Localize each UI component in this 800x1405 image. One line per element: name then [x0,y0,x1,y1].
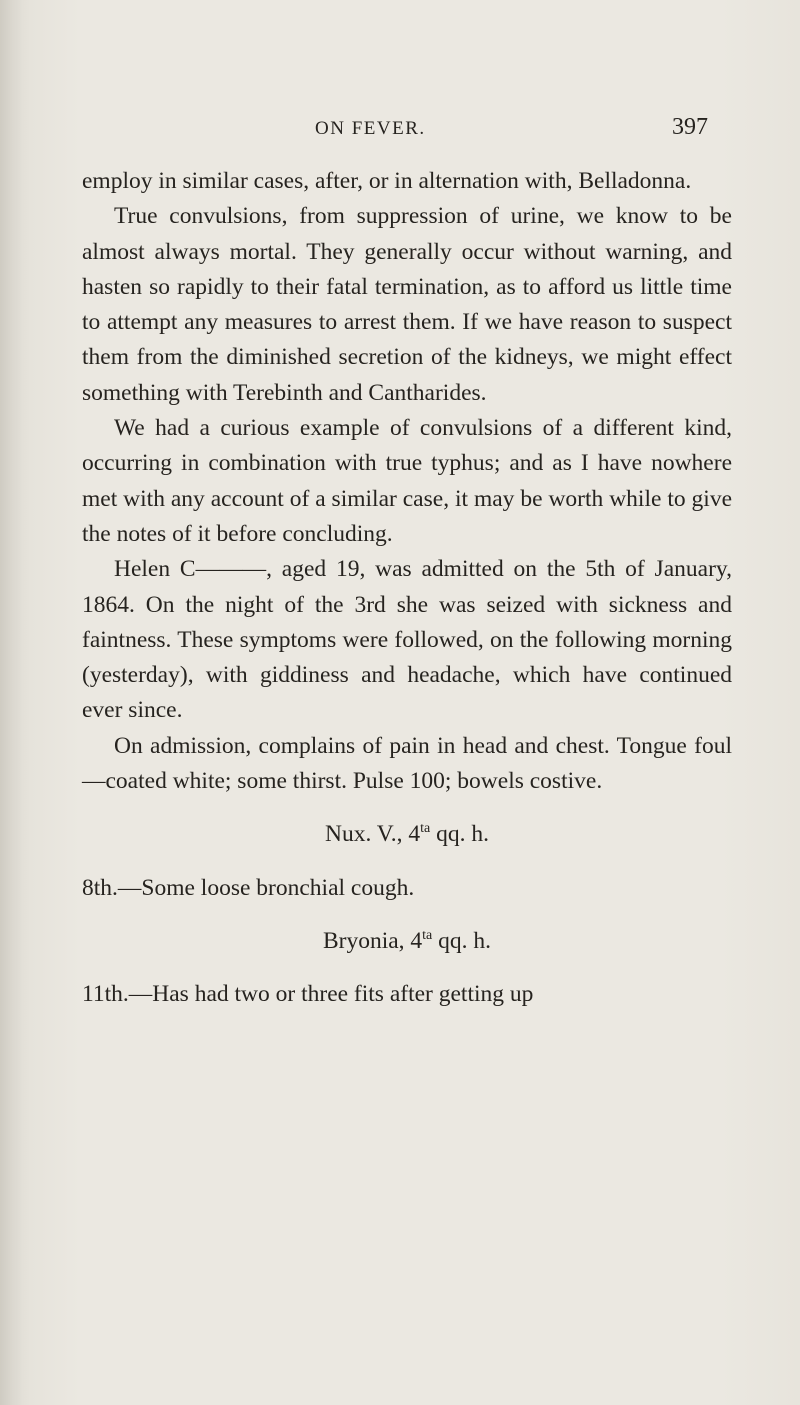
paragraph-8th: 8th.—Some loose bronchial cough. [82,874,415,901]
body-text [82,164,732,1013]
prescription-dose: qq. h. [430,821,489,848]
prescription-superscript: ta [422,927,433,943]
prescription-text: Nux. V., 4 [325,821,421,848]
prescription-bryonia [82,924,732,959]
prescription-nux-vomica [82,817,732,852]
page-number: 397 [672,114,708,140]
paragraph-curious-example: We had a curious example of convulsions of a different kind, occurring in combination with true typhus; and as I have nowhere met with any account of a similar case, it may be worth while to give the notes of it before concluding. [82,415,732,547]
paragraph-true-convulsions: True convulsions, from suppression of urine, we know to be almost always mortal. They generally occur without warning, and hasten so rapidly to their fatal termination, as to afford us little time to attempt any measures to arrest them. If we have reason to suspect them from the diminished secretion of the kidneys, we might effect something with Terebinth and Cantharides. [82,203,732,406]
paragraph-11th: 11th.—Has had two or three fits after getting up [82,981,534,1008]
page-gutter-shadow [0,0,22,1405]
paragraph-case-helen: Helen C———, aged 19, was admitted on the 5th of January, 1864. On the night of the 3rd she was seized with sickness and faintness. These symptoms were followed, on the following morning (yesterday), with giddiness and headache, which have continued ever since. [82,556,732,724]
paragraph-continuation: employ in similar cases, after, or in alternation with, Belladonna. [82,168,692,194]
prescription-text: Bryonia, 4 [322,927,423,954]
prescription-superscript: ta [420,821,431,837]
running-head [0,114,800,148]
paragraph-on-admission: On admission, complains of pain in head and chest. Tongue foul—coated white; some thirst. Pulse 100; bowels costive. [82,732,732,795]
prescription-dose: qq. h. [432,927,492,954]
running-title: ON FEVER. [315,118,426,139]
